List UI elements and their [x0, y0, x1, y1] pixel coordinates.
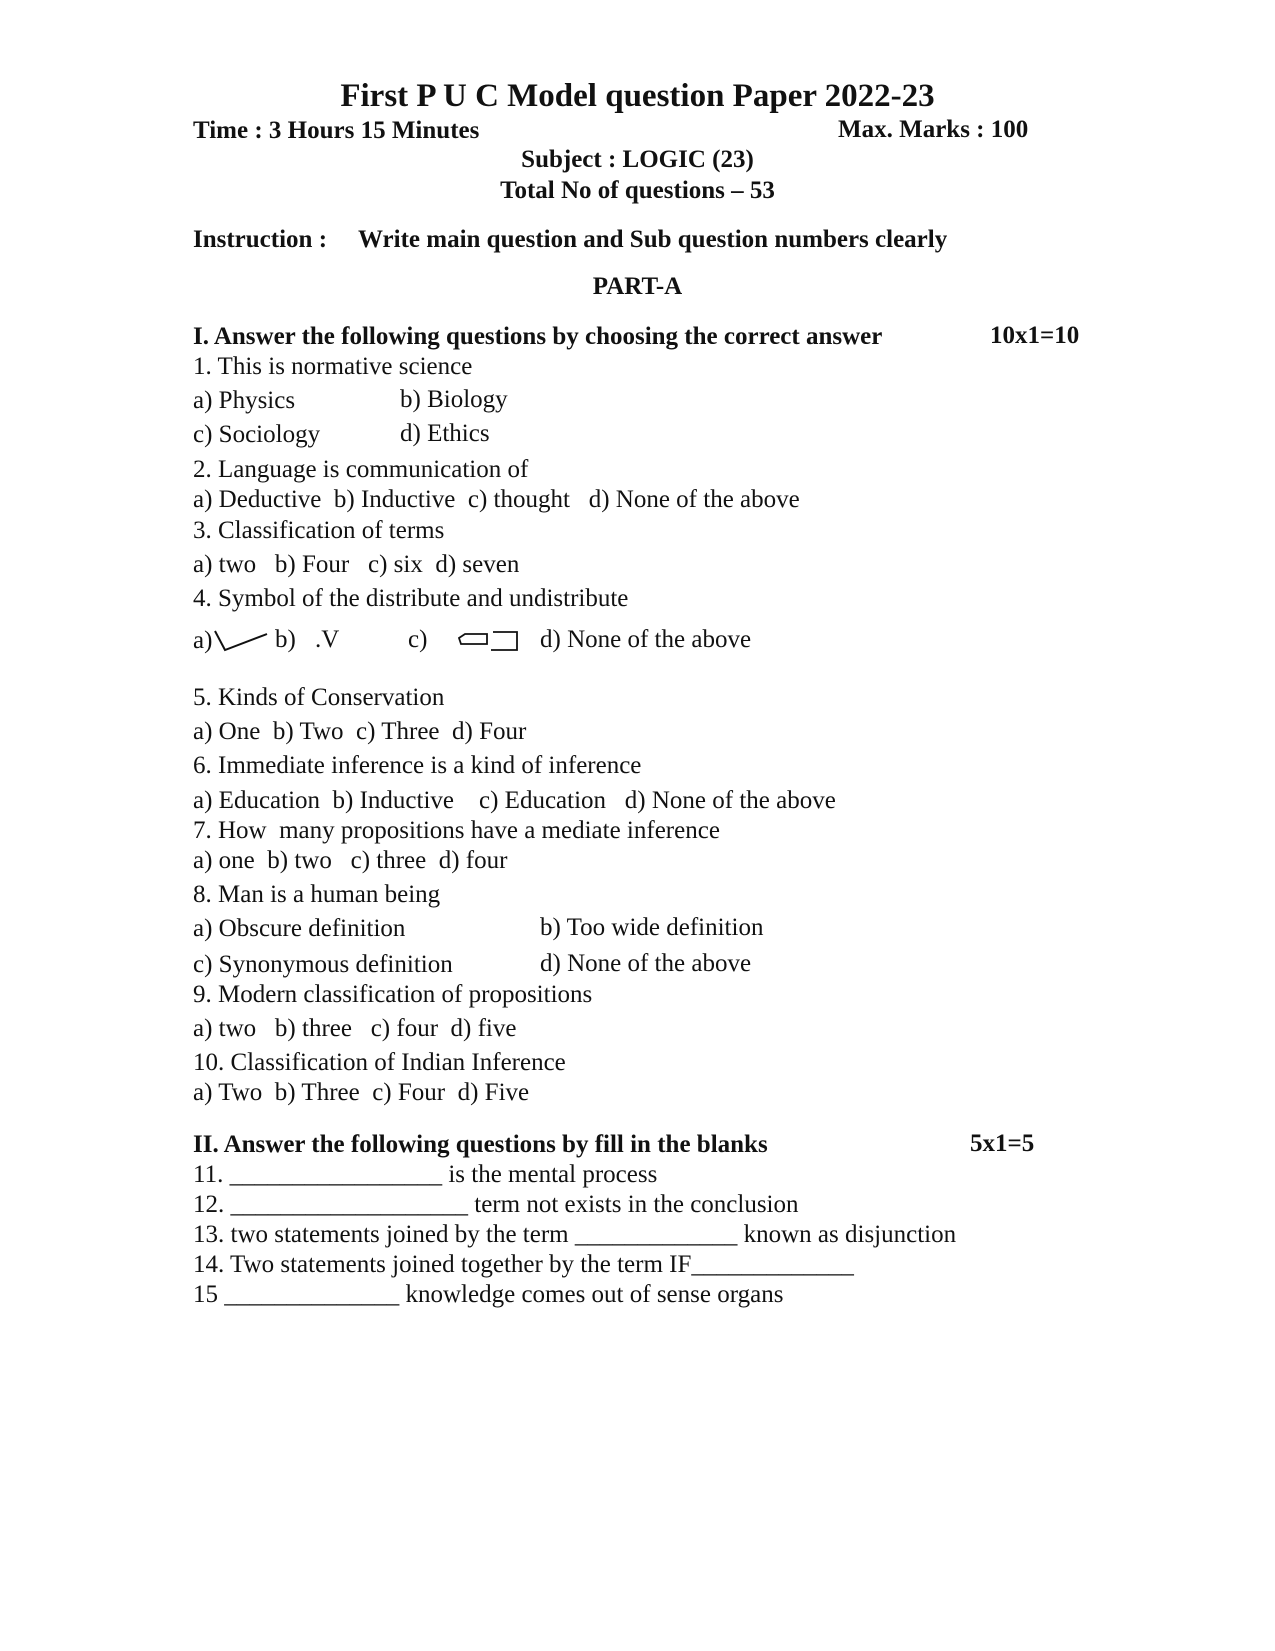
q8-option-c: c) Synonymous definition: [193, 951, 453, 978]
q1-option-b: b) Biology: [400, 386, 508, 413]
q8-option-a: a) Obscure definition: [193, 915, 406, 942]
q4-option-a-label: a): [193, 627, 213, 654]
q4-option-b-symbol: .V: [315, 626, 340, 653]
question-4: 4. Symbol of the distribute and undistribute: [193, 585, 629, 612]
question-8: 8. Man is a human being: [193, 881, 441, 908]
time-allowed: Time : 3 Hours 15 Minutes: [193, 117, 480, 144]
q9-options: a) two b) three c) four d) five: [193, 1015, 517, 1042]
q8-option-d: d) None of the above: [540, 950, 752, 977]
q5-options: a) One b) Two c) Three d) Four: [193, 718, 527, 745]
max-marks: Max. Marks : 100: [838, 116, 1029, 143]
q1-option-d: d) Ethics: [400, 420, 490, 447]
total-questions: Total No of questions – 53: [500, 177, 775, 204]
question-7: 7. How many propositions have a mediate inference: [193, 817, 720, 844]
q1-option-a: a) Physics: [193, 387, 296, 414]
question-3: 3. Classification of terms: [193, 517, 445, 544]
undistribute-symbol-icon: [455, 628, 523, 656]
distribute-symbol-icon: [213, 628, 269, 654]
question-5: 5. Kinds of Conservation: [193, 684, 445, 711]
question-14: 14. Two statements joined together by the term IF_____________: [193, 1251, 854, 1278]
section-2-heading: II. Answer the following questions by fill in the blanks: [193, 1131, 768, 1158]
section-2-marks: 5x1=5: [970, 1130, 1035, 1157]
question-10: 10. Classification of Indian Inference: [193, 1049, 566, 1076]
question-1: 1. This is normative science: [193, 353, 473, 380]
q4-option-d: d) None of the above: [540, 626, 752, 653]
q3-options: a) two b) Four c) six d) seven: [193, 551, 520, 578]
question-9: 9. Modern classification of propositions: [193, 981, 593, 1008]
question-12: 12. ___________________ term not exists in the conclusion: [193, 1191, 799, 1218]
question-13: 13. two statements joined by the term _____________ known as disjunction: [193, 1221, 957, 1248]
q4-option-b-label: b): [275, 626, 296, 653]
instruction-text: Write main question and Sub question numbers clearly: [358, 226, 948, 253]
question-2: 2. Language is communication of: [193, 456, 529, 483]
instruction-label: Instruction :: [193, 226, 328, 253]
part-a-label: PART-A: [592, 273, 683, 300]
question-15: 15 ______________ knowledge comes out of sense organs: [193, 1281, 784, 1308]
paper-title: First P U C Model question Paper 2022-23: [340, 78, 935, 114]
q7-options: a) one b) two c) three d) four: [193, 847, 508, 874]
q2-options: a) Deductive b) Inductive c) thought d) None of the above: [193, 486, 800, 513]
q6-options: a) Education b) Inductive c) Education d) None of the above: [193, 787, 836, 814]
section-1-heading: I. Answer the following questions by choosing the correct answer: [193, 323, 883, 350]
q1-option-c: c) Sociology: [193, 421, 321, 448]
question-11: 11. _________________ is the mental process: [193, 1161, 658, 1188]
q10-options: a) Two b) Three c) Four d) Five: [193, 1079, 530, 1106]
subject: Subject : LOGIC (23): [521, 146, 754, 173]
section-1-marks: 10x1=10: [990, 322, 1080, 349]
q4-option-c-label: c): [408, 626, 428, 653]
q8-option-b: b) Too wide definition: [540, 914, 764, 941]
question-6: 6. Immediate inference is a kind of inference: [193, 752, 642, 779]
